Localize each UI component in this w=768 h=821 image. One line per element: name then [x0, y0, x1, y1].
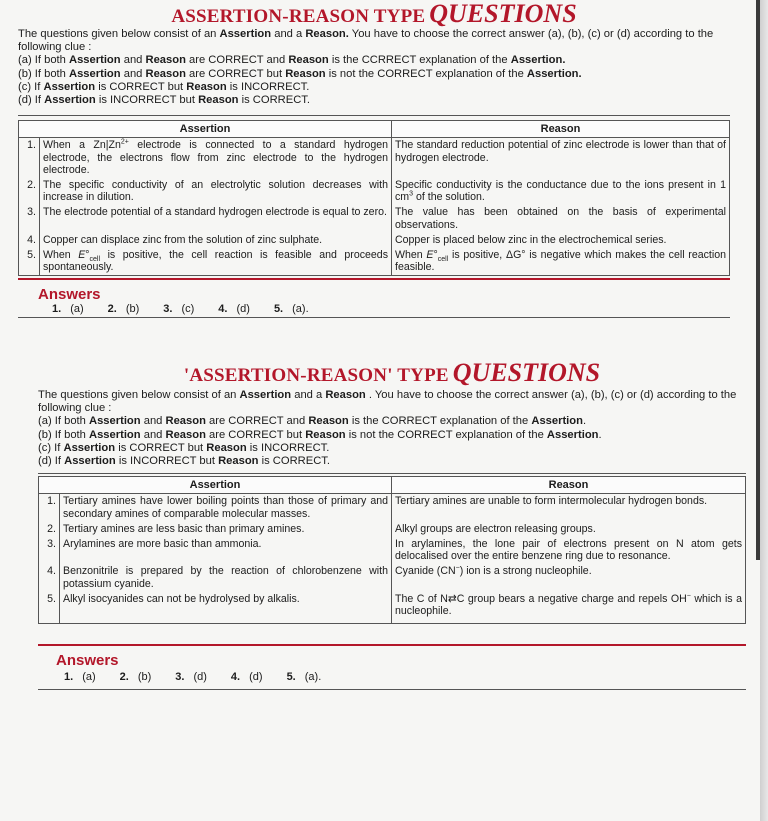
clue-c: (c) If Assertion is CORRECT but Reason is INCORRECT. — [18, 80, 310, 93]
section-amines — [38, 360, 746, 690]
table-row: 5. When $E^\circ_{cell}$ is positive, the cell reaction is feasible and proceeds spontaneously. When $E^\circ_{cell}$ is positive, ΔG° is negative which makes the cell reaction feasible. — [19, 248, 730, 276]
table-row: 3. The electrode potential of a standard hydrogen electrode is equal to zero. The value has been obtained on the basis of experimental observations. — [19, 205, 730, 232]
table-row: 3. Arylamines are more basic than ammonia. In arylamines, the lone pair of electrons present on N atom gets delocalised over the entire benzene ring due to resonance. — [39, 537, 746, 564]
instructions: The questions given below consist of an Assertion and a Reason . You have to choose the correct answer (a), (b), (c) or (d) according to the following clue : — [38, 389, 737, 415]
answers-list — [64, 671, 746, 683]
answer-item: 5. (a). — [273, 303, 309, 316]
section-title: ASSERTION-REASON TYPE QUESTIONS — [171, 0, 577, 28]
divider — [38, 689, 746, 690]
table-bottom-rule — [38, 644, 746, 646]
answer-item: 1. (a) — [52, 303, 84, 316]
divider — [18, 115, 730, 116]
table-row: 1. Tertiary amines have lower boiling points than those of primary and secondary amines of comparable molecular masses. Tertiary amines are unable to form intermolecular hydrogen bonds. — [39, 494, 746, 522]
table-row: 2. The specific conductivity of an electrolytic solution decreases with increase in dilution. Specific conductivity is the conductance due to the ions present in 1 $cm^3$ of the solution. — [19, 178, 730, 205]
table-row: 5. Alkyl isocyanides can not be hydrolysed by alkalis. The C of N⇄C group bears a negative charge and repels OH− which is a nucleophile. — [39, 592, 746, 624]
answer-item: 2. (b) — [119, 671, 152, 684]
answers-list — [52, 303, 730, 315]
header-assertion: Assertion — [19, 121, 392, 138]
header-reason: Reason — [392, 121, 730, 138]
table-row: 4. Benzonitrile is prepared by the reaction of chlorobenzene with potassium cyanide. Cyanide (CN−) ion is a strong nucleophile. — [39, 564, 746, 591]
assertion-reason-table — [18, 120, 730, 276]
page-binding-edge — [756, 0, 760, 560]
instructions: The questions given below consist of an Assertion and a Reason. You have to choose the correct answer (a), (b), (c) or (d) according to the following clue : — [18, 28, 714, 54]
clue-d: (d) If Assertion is INCORRECT but Reason is CORRECT. — [38, 455, 330, 468]
answer-item: 5. (a). — [286, 671, 322, 684]
answers-heading: Answers — [38, 286, 101, 304]
answer-item: 3. (d) — [175, 671, 207, 684]
clue-d: (d) If Assertion is INCORRECT but Reason is CORRECT. — [18, 94, 310, 107]
table-row: 1. When a $Zn|Zn^{2+}$ electrode is connected to a standard hydrogen electrode, the electrons flow from zinc electrode to the hydrogen electrode. The standard reduction potential of zinc electrode is lower than that of hydrogen electrode. — [19, 138, 730, 178]
answer-item: 3. (c) — [163, 303, 195, 316]
assertion-reason-table — [38, 476, 746, 624]
answers-heading: Answers — [56, 652, 119, 670]
clue-b: (b) If both Assertion and Reason are CORRECT but Reason is not the CORRECT explanation of the Assertion. — [18, 67, 582, 80]
answer-item: 2. (b) — [107, 303, 140, 316]
clue-a: (a) If both Assertion and Reason are CORRECT and Reason is the CCRRECT explanation of the Assertion. — [18, 54, 566, 67]
answer-item: 4. (d) — [218, 303, 250, 316]
clue-b: (b) If both Assertion and Reason are CORRECT but Reason is not the CORRECT explanation of the Assertion. — [38, 428, 602, 441]
header-assertion: Assertion — [39, 477, 392, 494]
table-bottom-rule — [18, 278, 730, 280]
divider — [18, 317, 730, 318]
header-reason: Reason — [392, 477, 746, 494]
clue-c: (c) If Assertion is CORRECT but Reason is INCORRECT. — [38, 441, 330, 454]
section-electrochemistry — [18, 0, 730, 318]
table-row: 2. Tertiary amines are less basic than primary amines. Alkyl groups are electron releasing groups. — [39, 522, 746, 537]
divider — [38, 473, 746, 474]
table-row: 4. Copper can displace zinc from the solution of zinc sulphate. Copper is placed below zinc in the electrochemical series. — [19, 233, 730, 248]
clue-a: (a) If both Assertion and Reason are CORRECT and Reason is the CORRECT explanation of the Assertion. — [38, 415, 587, 428]
section-title: 'ASSERTION-REASON' TYPE QUESTIONS — [183, 358, 601, 387]
answer-item: 1. (a) — [64, 671, 96, 684]
page-edge-shadow — [760, 0, 768, 821]
answer-item: 4. (d) — [230, 671, 263, 684]
